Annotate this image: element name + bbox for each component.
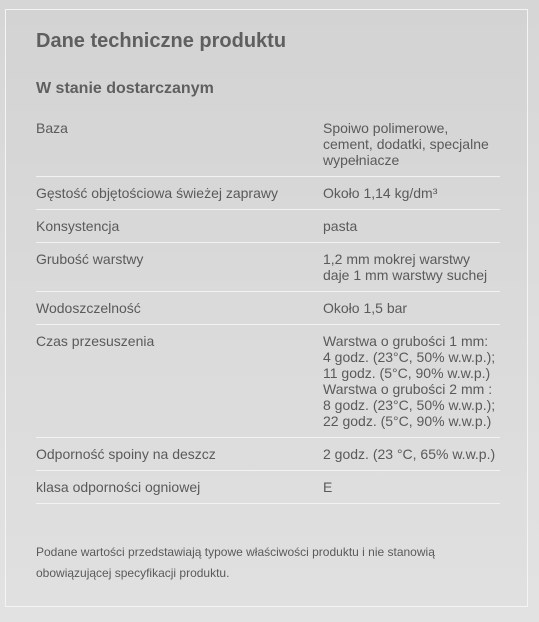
page-title: Dane techniczne produktu xyxy=(36,30,287,52)
section-title: W stanie dostarczanym xyxy=(36,80,214,97)
row-value: 2 godz. (23 °C, 65% w.w.p.) xyxy=(323,446,496,462)
row-label: Konsystencja xyxy=(36,218,120,234)
row-value: pasta xyxy=(323,218,358,234)
row-label: Grubość warstwy xyxy=(36,251,144,267)
row-value: Około 1,5 bar xyxy=(323,300,408,316)
row-value: Około 1,14 kg/dm³ xyxy=(323,185,438,201)
row-value: 1,2 mm mokrej warstwy daje 1 mm warstwy suchej xyxy=(323,251,488,283)
row-label: klasa odporności ogniowej xyxy=(36,479,201,495)
row-label: Wodoszczelność xyxy=(36,300,141,316)
row-value: Spoiwo polimerowe, cement, dodatki, specjalne wypełniacze xyxy=(323,120,489,168)
row-label: Baza xyxy=(36,120,68,136)
technical-data-panel xyxy=(5,9,528,607)
disclaimer-note: Podane wartości przedstawiają typowe właściwości produktu i nie stanowią obowiązującej specyfikacji produktu. xyxy=(36,545,435,580)
row-value: E xyxy=(323,479,333,495)
table-row xyxy=(36,438,500,471)
table-row xyxy=(36,177,500,210)
row-label: Czas przesuszenia xyxy=(36,333,155,349)
table-row xyxy=(36,210,500,243)
table-row xyxy=(36,243,500,292)
row-value: Warstwa o grubości 1 mm: 4 godz. (23°C, 50% w.w.p.); 11 godz. (5°C, 90% w.w.p.) Warstwa o grubości 2 mm : 8 godz. (23°C, 50% w.w.p.); 22 godz. (5°C, 90% w.w.p.) xyxy=(323,333,496,429)
table-row xyxy=(36,471,500,504)
table-row xyxy=(36,112,500,177)
table-row xyxy=(36,325,500,438)
technical-data-table xyxy=(36,112,500,504)
row-label: Odporność spoiny na deszcz xyxy=(36,446,216,462)
row-label: Gęstość objętościowa świeżej zaprawy xyxy=(36,185,278,201)
table-row xyxy=(36,292,500,325)
